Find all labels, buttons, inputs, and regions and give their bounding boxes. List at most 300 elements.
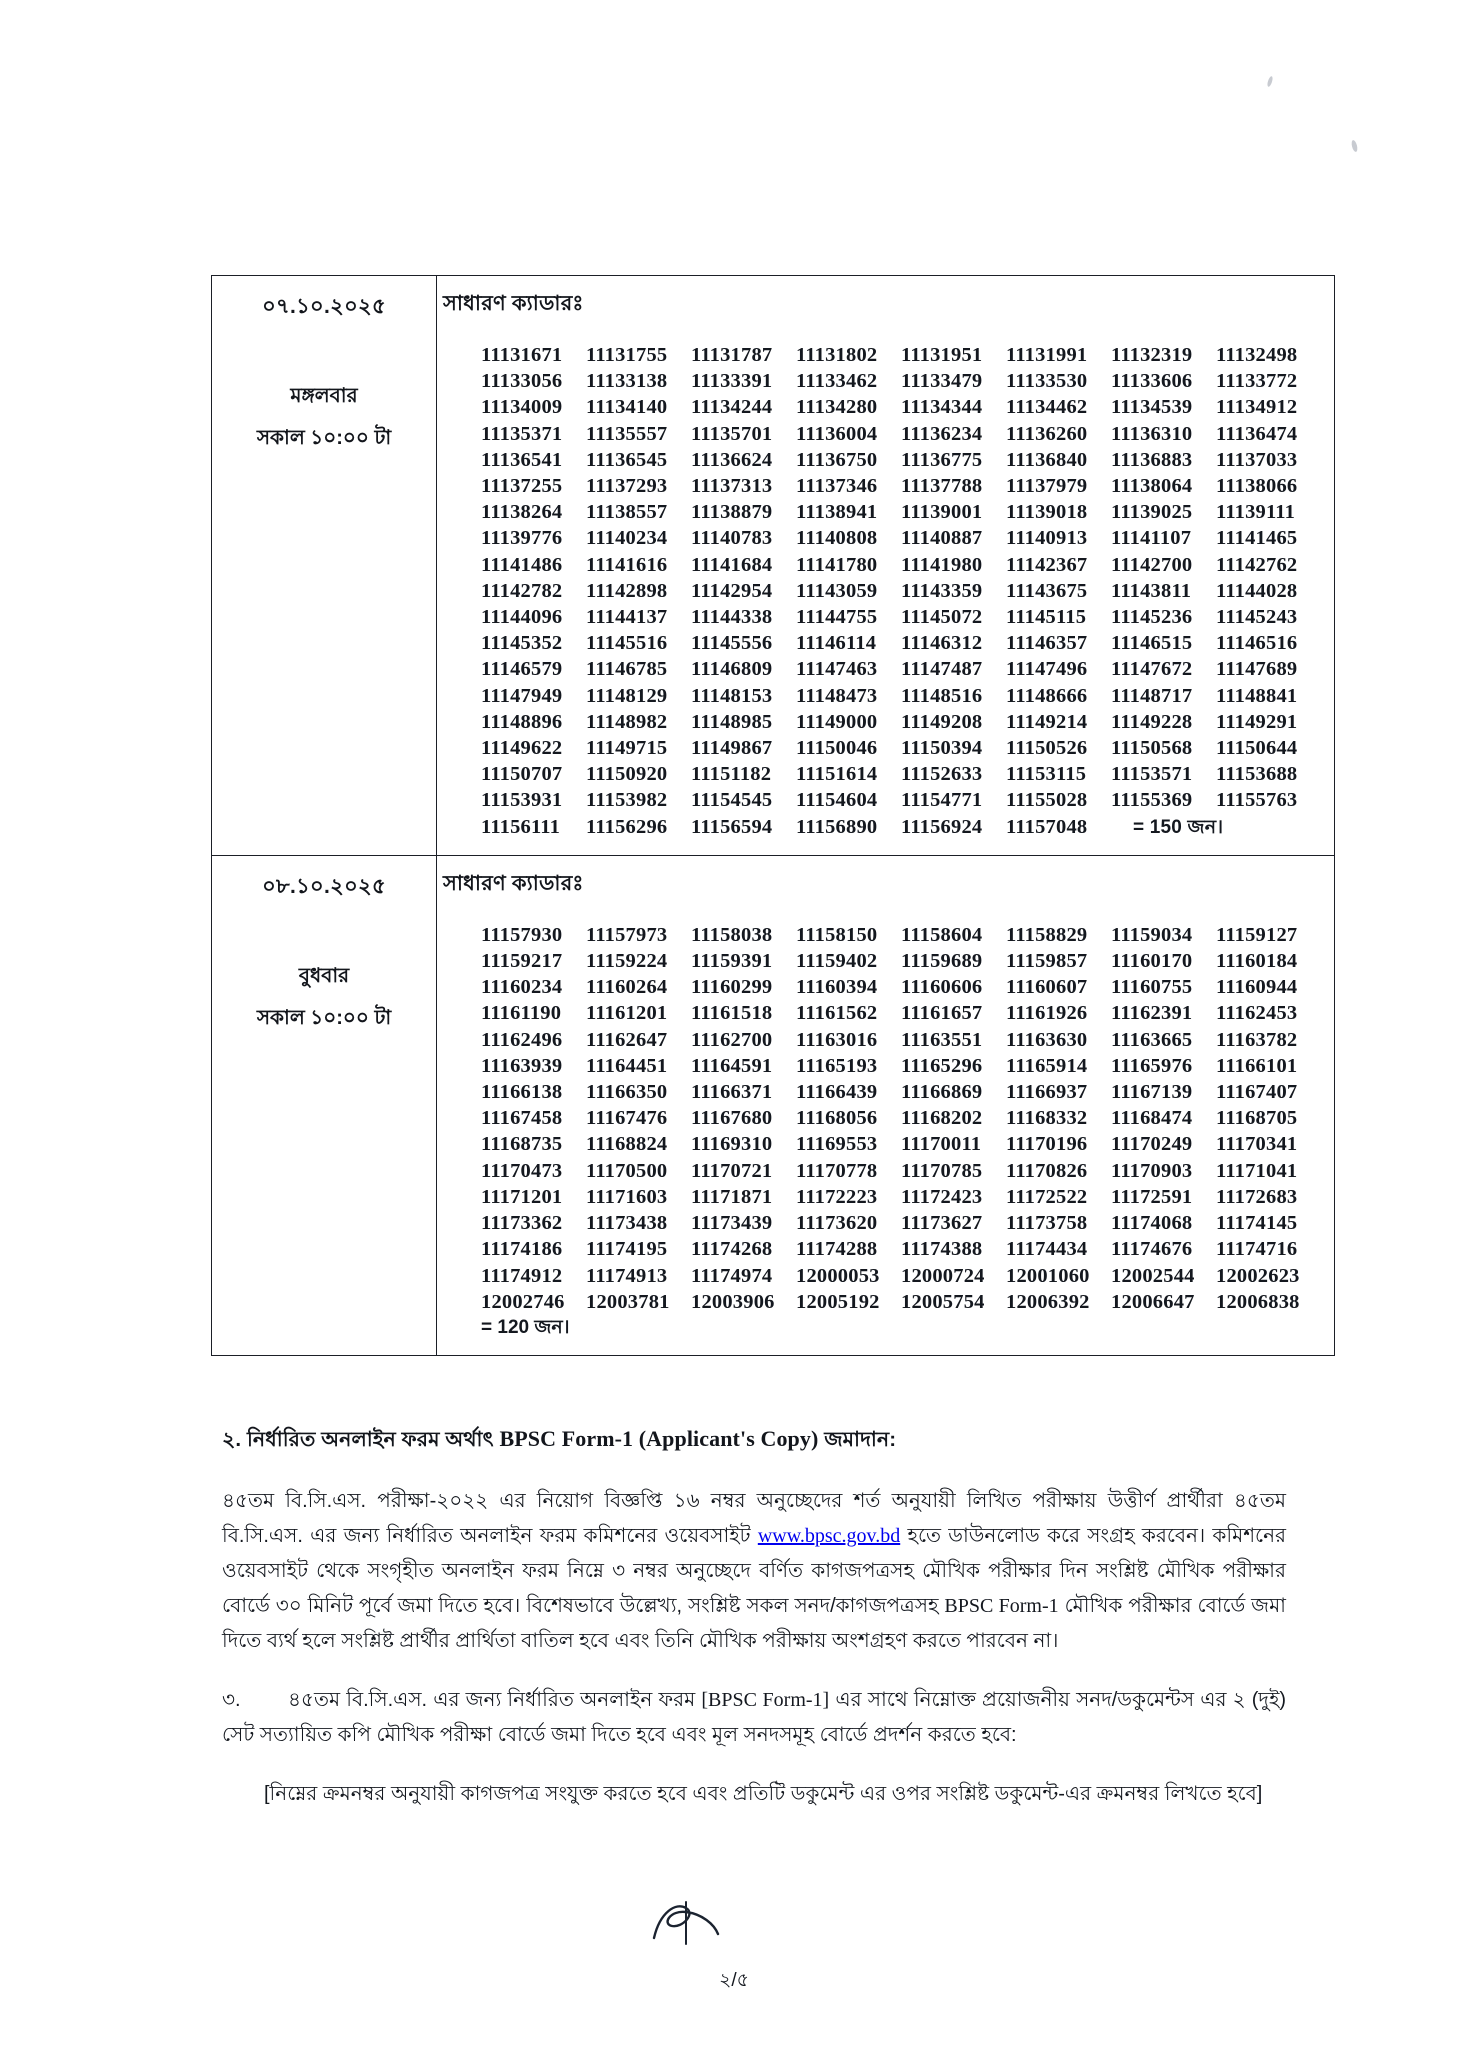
roll-number: 11156296 [586, 815, 668, 838]
roll-number: 11159127 [1216, 923, 1298, 946]
roll-number: 11146515 [1111, 632, 1193, 655]
roll-number: 11147949 [481, 684, 563, 707]
roll-number: 11137313 [691, 475, 773, 498]
roll-number: 11170249 [1111, 1133, 1193, 1156]
roll-number: 11137293 [586, 475, 668, 498]
roll-number: 11140913 [1006, 527, 1088, 550]
roll-number: 11136260 [1006, 422, 1088, 445]
roll-number: 11137255 [481, 475, 563, 498]
roll-number: 11137979 [1006, 475, 1088, 498]
scan-speck-icon [1351, 140, 1359, 153]
roll-number: 11146312 [901, 632, 983, 655]
roll-number: 11139111 [1216, 501, 1296, 524]
roll-number: 11153571 [1111, 763, 1193, 786]
roll-number: 11135371 [481, 422, 563, 445]
roll-number: 11133462 [796, 370, 878, 393]
roll-number: 11135557 [586, 422, 668, 445]
section-2-text-b: হতে ডাউনলোড করে সংগ্রহ করবেন। কমিশনের ওয়েবসাইট থেকে সংগৃহীত অনলাইন ফরম নিম্নে ৩ নম্বর অনুচ্ছেদে বর্ণিত কাগজপত্রসহ মৌখিক পরীক্ষার দিন সংশ্লিষ্ট মৌখিক পরীক্ষার বোর্ডে ৩০ মিনিট পূর্বে জমা দিতে হবে। বিশেষভাবে উল্লেখ্য, সংশ্লিষ্ট সকল সনদ/কাগজপত্রসহ [222, 1525, 1287, 1617]
roll-number: 11153688 [1216, 763, 1298, 786]
roll-number: 11131991 [1006, 344, 1088, 366]
exam-day: বুধবার [298, 964, 350, 987]
roll-number: 11162391 [1111, 1002, 1193, 1025]
page-number: ২/৫ [719, 1970, 749, 1991]
roll-number: 11159217 [481, 950, 563, 973]
roll-number: 11134280 [796, 396, 878, 419]
roll-number: 11134462 [1006, 396, 1088, 419]
exam-schedule-table [211, 275, 1335, 1356]
roll-number: 11163551 [901, 1028, 983, 1051]
roll-number: 11156594 [691, 815, 773, 838]
roll-number: 11173438 [586, 1212, 668, 1235]
roll-number: 11142367 [1006, 553, 1088, 576]
roll-number: 11140783 [691, 527, 773, 550]
roll-number: 11170473 [481, 1159, 563, 1182]
roll-number: 11155028 [1006, 789, 1088, 812]
roll-number: 11172423 [901, 1185, 983, 1208]
roll-number: 11150568 [1111, 737, 1193, 760]
roll-number-line [481, 447, 1320, 473]
roll-number: 11142700 [1111, 553, 1193, 576]
roll-number: 11133530 [1006, 370, 1088, 393]
roll-number: 11170826 [1006, 1159, 1088, 1182]
roll-number: 11151614 [796, 763, 878, 786]
roll-number: 11160944 [1216, 976, 1298, 999]
roll-number: 11149291 [1216, 710, 1298, 733]
roll-number: 11171603 [586, 1185, 668, 1208]
roll-number: 11174676 [1111, 1238, 1193, 1261]
roll-number: 11148666 [1006, 684, 1088, 707]
roll-number-line [481, 421, 1320, 447]
exam-time: সকাল ১০:০০ টা [256, 1006, 392, 1029]
roll-number: 11160607 [1006, 976, 1088, 999]
roll-number-line [481, 814, 1320, 841]
roll-number: 11146809 [691, 658, 773, 681]
roll-number: 11174195 [586, 1238, 668, 1261]
exam-date: ০৭.১০.২০২৫ [262, 295, 386, 318]
roll-total: = 150 জন। [1133, 816, 1224, 838]
roll-number-line [481, 578, 1320, 604]
roll-number: 11174913 [586, 1264, 668, 1287]
roll-number: 11160606 [901, 976, 983, 999]
roll-number: 11144755 [796, 606, 878, 629]
roll-number: 12006838 [1216, 1290, 1300, 1313]
section-3-number: ৩. [222, 1689, 241, 1711]
roll-number: 11136541 [481, 448, 563, 471]
roll-number: 11168332 [1006, 1107, 1088, 1130]
roll-number-line [481, 1184, 1320, 1210]
section-2-paragraph [222, 1484, 1286, 1659]
roll-number: 11172591 [1111, 1185, 1193, 1208]
roll-number: 11143675 [1006, 579, 1088, 602]
roll-number: 11137033 [1216, 448, 1298, 471]
roll-number: 11171201 [481, 1185, 563, 1208]
roll-number: 11140887 [901, 527, 983, 550]
roll-number: 11150707 [481, 763, 563, 786]
roll-number: 11174388 [901, 1238, 983, 1261]
roll-number-line [481, 761, 1320, 787]
when-block [212, 276, 436, 480]
roll-number: 11131951 [901, 344, 983, 366]
roll-number: 11146785 [586, 658, 668, 681]
roll-number: 11168056 [796, 1107, 878, 1130]
roll-number: 11155369 [1111, 789, 1193, 812]
roll-number: 11154771 [901, 789, 983, 812]
roll-number: 12002746 [481, 1290, 565, 1313]
roll-number: 12006647 [1111, 1290, 1195, 1313]
roll-number: 11169553 [796, 1133, 878, 1156]
bpsc-website-link[interactable]: www.bpsc.gov.bd [757, 1525, 901, 1547]
schedule-when-cell [212, 855, 437, 1355]
table-row [212, 855, 1335, 1355]
roll-number: 11148896 [481, 710, 563, 733]
roll-number-line [481, 656, 1320, 682]
roll-number: 11157048 [1006, 815, 1088, 838]
roll-number: 11170903 [1111, 1159, 1193, 1182]
roll-number: 11158829 [1006, 923, 1088, 946]
roll-number: 11166937 [1006, 1081, 1088, 1104]
roll-number: 11165914 [1006, 1054, 1088, 1077]
roll-number: 11140234 [586, 527, 668, 550]
roll-number-line [481, 1236, 1320, 1262]
roll-number: 11132498 [1216, 344, 1298, 366]
roll-number: 11172522 [1006, 1185, 1088, 1208]
roll-number: 11139776 [481, 527, 563, 550]
roll-number: 11137788 [901, 475, 983, 498]
roll-number: 11174974 [691, 1264, 773, 1287]
roll-number: 11146357 [1006, 632, 1088, 655]
roll-number: 11157973 [586, 923, 668, 946]
roll-number: 11168474 [1111, 1107, 1193, 1130]
section-2-heading-form-name: BPSC Form-1 (Applicant's Copy) [499, 1426, 819, 1451]
roll-number: 11160755 [1111, 976, 1193, 999]
roll-number: 11154545 [691, 789, 773, 812]
roll-number: 11136234 [901, 422, 983, 445]
roll-number: 11146579 [481, 658, 563, 681]
roll-number-line [481, 499, 1320, 525]
roll-number: 11138557 [586, 501, 668, 524]
roll-number: 11148473 [796, 684, 878, 707]
roll-number: 11137346 [796, 475, 878, 498]
schedule-rolls-cell [437, 855, 1335, 1355]
schedule-when-cell [212, 276, 437, 856]
roll-number-line [481, 787, 1320, 813]
roll-number: 11150644 [1216, 737, 1298, 760]
roll-number-line [481, 1027, 1320, 1053]
roll-number: 11164591 [691, 1054, 773, 1077]
roll-number: 11159689 [901, 950, 983, 973]
section-3-form-name: [BPSC Form-1] [701, 1689, 830, 1711]
roll-number: 11147689 [1216, 658, 1298, 681]
roll-number: 11144338 [691, 606, 773, 629]
roll-number: 11167680 [691, 1107, 773, 1130]
roll-number: 11147487 [901, 658, 983, 681]
roll-number: 11171871 [691, 1185, 773, 1208]
roll-number: 11170721 [691, 1159, 773, 1182]
roll-number: 11162453 [1216, 1002, 1298, 1025]
roll-number: 11174912 [481, 1264, 563, 1287]
roll-number: 11133138 [586, 370, 668, 393]
roll-number-grid [437, 322, 1334, 855]
roll-number: 12006392 [1006, 1290, 1090, 1313]
roll-number: 11135701 [691, 422, 773, 445]
signature-icon [642, 1898, 728, 1946]
roll-number: 11156111 [481, 815, 561, 838]
roll-number: 11134539 [1111, 396, 1193, 419]
roll-number: 11136004 [796, 422, 878, 445]
roll-number: 11166371 [691, 1081, 773, 1104]
schedule-table-body [212, 276, 1335, 1356]
roll-number: 12000724 [901, 1264, 985, 1287]
roll-number: 11173439 [691, 1212, 773, 1235]
roll-number: 11141684 [691, 553, 773, 576]
roll-number: 11149214 [1006, 710, 1088, 733]
roll-number: 11141486 [481, 553, 563, 576]
roll-number: 11174716 [1216, 1238, 1298, 1261]
roll-number-line [481, 735, 1320, 761]
roll-number: 11153115 [1006, 763, 1087, 786]
roll-number: 11173758 [1006, 1212, 1088, 1235]
roll-number: 11166138 [481, 1081, 563, 1104]
roll-number: 11145072 [901, 606, 983, 629]
roll-number-line [481, 630, 1320, 656]
roll-number: 11148153 [691, 684, 773, 707]
roll-number: 11134912 [1216, 396, 1298, 419]
section-2-form-name: BPSC Form-1 [944, 1595, 1059, 1617]
section-2-text-c: মৌখিক পরীক্ষার বোর্ডে জমা দিতে ব্যর্থ হলে সংশ্লিষ্ট প্রার্থীর প্রার্থিতা বাতিল হবে এবং তিনি মৌখিক পরীক্ষায় অংশগ্রহণ করতে পারবেন না। [222, 1595, 1286, 1652]
roll-number: 11174268 [691, 1238, 773, 1261]
when-block [212, 856, 436, 1060]
roll-number: 11166439 [796, 1081, 878, 1104]
roll-number: 11152633 [901, 763, 983, 786]
roll-number: 11172223 [796, 1185, 878, 1208]
roll-number: 11163630 [1006, 1028, 1088, 1051]
roll-number: 11160264 [586, 976, 668, 999]
roll-number: 11172683 [1216, 1185, 1298, 1208]
roll-number: 11134009 [481, 396, 563, 419]
roll-number: 11141107 [1111, 527, 1192, 550]
roll-number: 11158150 [796, 923, 878, 946]
roll-number: 11161926 [1006, 1002, 1088, 1025]
roll-number: 11173362 [481, 1212, 563, 1235]
roll-number: 11148841 [1216, 684, 1298, 707]
roll-number: 12003906 [691, 1290, 775, 1313]
roll-number: 11138066 [1216, 475, 1298, 498]
section-3-text-b: এর সাথে নিম্নোক্ত প্রয়োজনীয় সনদ/ডকুমেন্টস এর ২ (দুই) সেট সত্যায়িত কপি মৌখিক পরীক্ষা বোর্ডে জমা দিতে হবে এবং মূল সনদসমূহ বোর্ডে প্রদর্শন করতে হবে: [222, 1689, 1287, 1746]
section-3-bracket-note: [নিম্নের ক্রমনম্বর অনুযায়ী কাগজপত্র সংযুক্ত করতে হবে এবং প্রতিটি ডকুমেন্ট এর ওপর সংশ্লিষ্ট ডকুমেন্ট-এর ক্রমনম্বর লিখতে হবে] [264, 1783, 1263, 1805]
roll-number-line [481, 525, 1320, 551]
roll-number: 11131671 [481, 344, 563, 366]
roll-number: 11142782 [481, 579, 563, 602]
roll-number: 11167139 [1111, 1081, 1193, 1104]
roll-number: 11160394 [796, 976, 878, 999]
roll-number-line [481, 1158, 1320, 1184]
roll-number: 11163665 [1111, 1028, 1193, 1051]
roll-number: 11163782 [1216, 1028, 1298, 1051]
roll-number: 11160234 [481, 976, 563, 999]
roll-number: 11170500 [586, 1159, 668, 1182]
roll-number: 11134344 [901, 396, 983, 419]
roll-number: 11159034 [1111, 923, 1193, 946]
roll-number: 11161518 [691, 1002, 773, 1025]
roll-number: 11149867 [691, 737, 773, 760]
roll-number: 11170785 [901, 1159, 983, 1182]
roll-number: 11142898 [586, 579, 668, 602]
roll-number: 11161201 [586, 1002, 668, 1025]
roll-number: 11171041 [1216, 1159, 1298, 1182]
roll-number: 11148985 [691, 710, 773, 733]
roll-number: 12002544 [1111, 1264, 1195, 1287]
roll-number: 11158604 [901, 923, 983, 946]
roll-number: 11154604 [796, 789, 878, 812]
roll-number: 11174068 [1111, 1212, 1193, 1235]
roll-number: 11160170 [1111, 950, 1193, 973]
roll-number: 11133606 [1111, 370, 1193, 393]
roll-number: 12001060 [1006, 1264, 1090, 1287]
roll-number: 11149715 [586, 737, 668, 760]
exam-time: সকাল ১০:০০ টা [256, 427, 392, 449]
roll-number: 11136474 [1216, 422, 1298, 445]
roll-number: 11161190 [481, 1002, 562, 1025]
roll-number-line [481, 1079, 1320, 1105]
roll-number: 12005754 [901, 1290, 985, 1313]
roll-number: 11170341 [1216, 1133, 1298, 1156]
roll-total: = 120 জন। [481, 1316, 570, 1338]
roll-number: 11166350 [586, 1081, 668, 1104]
roll-number: 11133479 [901, 370, 983, 393]
roll-number: 11174288 [796, 1238, 878, 1261]
roll-number-line [481, 709, 1320, 735]
roll-number-line [481, 473, 1320, 499]
roll-number: 11140808 [796, 527, 878, 550]
roll-number: 11145516 [586, 632, 668, 655]
cadre-label: সাধারণ ক্যাডারঃ [443, 292, 584, 315]
body-text-area [222, 1424, 1286, 1836]
roll-number: 11161657 [901, 1002, 983, 1025]
table-row [212, 276, 1335, 856]
roll-number: 11147672 [1111, 658, 1193, 681]
roll-number: 11162700 [691, 1028, 773, 1051]
roll-number: 11146114 [796, 632, 877, 655]
roll-number: 11141780 [796, 553, 878, 576]
roll-number: 11149622 [481, 737, 563, 760]
roll-number: 11139001 [901, 501, 983, 524]
roll-number: 11148982 [586, 710, 668, 733]
roll-number: 11173620 [796, 1212, 878, 1235]
roll-number: 11151182 [691, 763, 772, 786]
roll-number: 12000053 [796, 1264, 880, 1287]
roll-number: 11136545 [586, 448, 668, 471]
roll-number: 11159391 [691, 950, 773, 973]
roll-number: 11144137 [586, 606, 668, 629]
roll-number: 11136840 [1006, 448, 1088, 471]
roll-number: 11164451 [586, 1054, 668, 1077]
roll-number: 11145236 [1111, 606, 1193, 629]
roll-number: 11169310 [691, 1133, 773, 1156]
roll-number: 11170196 [1006, 1133, 1088, 1156]
roll-number: 11145556 [691, 632, 773, 655]
exam-date: ০৮.১০.২০২৫ [262, 874, 386, 898]
roll-number: 11162647 [586, 1028, 668, 1051]
roll-number: 11155763 [1216, 789, 1298, 812]
roll-number: 11161562 [796, 1002, 878, 1025]
roll-number: 11163016 [796, 1028, 878, 1051]
roll-number-line [481, 394, 1320, 420]
section-2-text-a: ৪৫তম বি.সি.এস. পরীক্ষা-২০২২ এর নিয়োগ বিজ্ঞপ্তি ১৬ নম্বর অনুচ্ছেদের শর্ত অনুযায়ী লিখিত পরীক্ষায় উত্তীর্ণ প্রার্থীরা ৪৫তম বি.সি.এস. এর জন্য নির্ধারিত অনলাইন ফরম কমিশনের ওয়েবসাইট [222, 1490, 1286, 1547]
roll-number: 11136750 [796, 448, 878, 471]
roll-number-line [481, 948, 1320, 974]
roll-number: 11167407 [1216, 1081, 1298, 1104]
roll-number: 11136883 [1111, 448, 1193, 471]
roll-number: 11136310 [1111, 422, 1193, 445]
roll-number: 11143359 [901, 579, 983, 602]
roll-number: 11162496 [481, 1028, 563, 1051]
roll-number: 11134244 [691, 396, 773, 419]
roll-number: 11147496 [1006, 658, 1088, 681]
roll-number-line [481, 1053, 1320, 1079]
roll-number: 11144096 [481, 606, 563, 629]
roll-number-line [481, 1289, 1320, 1315]
roll-number: 11168824 [586, 1133, 668, 1156]
roll-number: 11150526 [1006, 737, 1088, 760]
exam-day: মঙ্গলবার [290, 385, 358, 407]
roll-number-line [481, 1263, 1320, 1289]
roll-number: 11166869 [901, 1081, 983, 1104]
roll-number: 11148129 [586, 684, 668, 707]
roll-number: 11145352 [481, 632, 563, 655]
roll-number: 11134140 [586, 396, 668, 419]
section-2-heading-pre: ২. নির্ধারিত অনলাইন ফরম অর্থাৎ [222, 1428, 500, 1451]
roll-number: 12005192 [796, 1290, 880, 1313]
roll-number-grid [437, 902, 1334, 1355]
roll-number: 11138941 [796, 501, 878, 524]
roll-number-line [481, 1105, 1320, 1131]
roll-number: 11159857 [1006, 950, 1088, 973]
roll-number: 11142762 [1216, 553, 1298, 576]
roll-number: 11131802 [796, 344, 878, 366]
roll-number: 11133391 [691, 370, 773, 393]
roll-number: 11141616 [586, 553, 668, 576]
roll-number-line [481, 604, 1320, 630]
roll-number: 11163939 [481, 1054, 563, 1077]
roll-number: 11146516 [1216, 632, 1298, 655]
roll-number: 11139018 [1006, 501, 1088, 524]
roll-number: 11144028 [1216, 579, 1298, 602]
roll-number: 11148717 [1111, 684, 1193, 707]
roll-number: 11167476 [586, 1107, 668, 1130]
roll-number-line [481, 1210, 1320, 1236]
section-2-heading-post: জমাদান: [818, 1428, 897, 1451]
roll-number: 12003781 [586, 1290, 670, 1313]
roll-number-line [481, 1000, 1320, 1026]
roll-number: 11158038 [691, 923, 773, 946]
roll-number: 11153982 [586, 789, 668, 812]
roll-number: 11165193 [796, 1054, 878, 1077]
roll-number-line [481, 552, 1320, 578]
roll-number: 11156924 [901, 815, 983, 838]
roll-number-line [481, 368, 1320, 394]
roll-number: 11133056 [481, 370, 563, 393]
roll-number: 11168705 [1216, 1107, 1298, 1130]
roll-number: 11139025 [1111, 501, 1193, 524]
roll-number: 11159224 [586, 950, 668, 973]
roll-number: 11142954 [691, 579, 773, 602]
roll-number: 11149000 [796, 710, 878, 733]
roll-number: 11138879 [691, 501, 773, 524]
section-3-text-a: ৪৫তম বি.সি.এস. এর জন্য নির্ধারিত অনলাইন ফরম [288, 1689, 702, 1711]
roll-number: 11160184 [1216, 950, 1298, 973]
roll-number: 11173627 [901, 1212, 983, 1235]
roll-number: 11168735 [481, 1133, 563, 1156]
